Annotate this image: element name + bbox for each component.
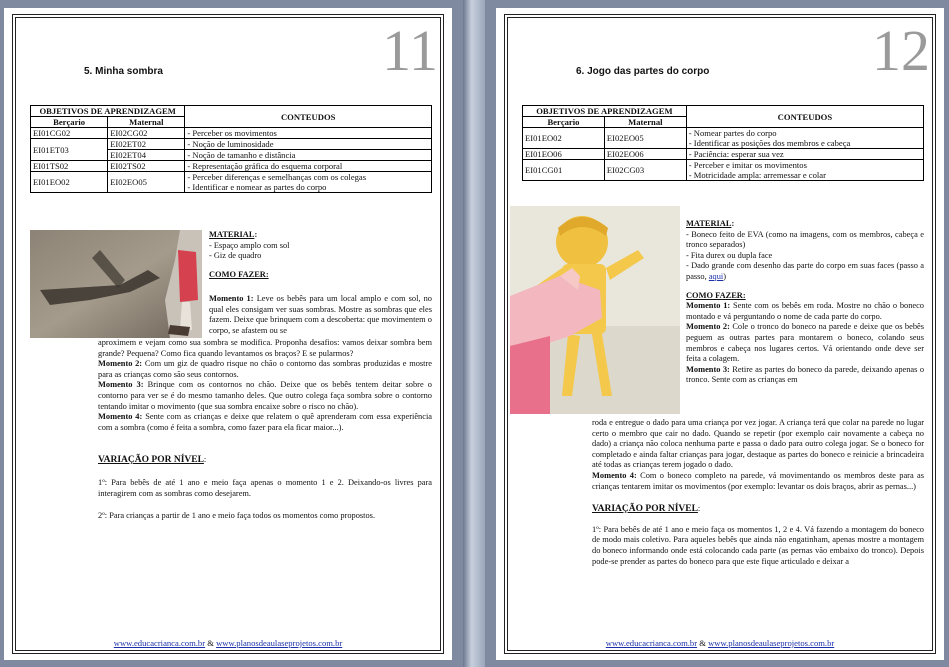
variacao-heading: VARIAÇÃO POR NÍVEL [98, 455, 204, 466]
bercario-code: EI01EO06 [523, 149, 605, 160]
shadow-photo [30, 230, 202, 338]
page-divider [463, 0, 485, 667]
bercario-code: EI01EO02 [523, 128, 605, 149]
content-line: - Perceber diferenças e semelhanças com os colegas [187, 172, 367, 182]
maternal-code: EI02CG03 [604, 160, 686, 181]
contents-header: CONTEUDOS [185, 106, 432, 128]
material-block: MATERIAL: - Boneco feito de EVA (como na imagens, com os membros, cabeça e tronco separados) - Fita durex ou dupla face - Dado grande com desenho das parte do corpo em suas faces (passo a passo, aqui) COMO FAZER: Momento 1: Sente com os bebês em roda. Mostre no chão o boneco montado e vá perguntando o nome de cada parte do corpo. Momento 2: Cole o tronco do boneco na parede e deixe que os bebês peguem as outras partes para montarem o boneco, colando seus membros e cabeça nos lugares certos. Vá orientando onde deve ser feita a colagem. Momento 3: Retire as partes do boneco da parede, deixando apenas o tronco. Sente com as crianças em [686, 219, 925, 385]
objectives-table [30, 105, 432, 193]
content-item [686, 128, 923, 149]
content-item [185, 172, 432, 193]
moment-2-label: Momento 2: [686, 322, 730, 332]
page-number: 12 [872, 18, 930, 83]
moment-3-label: Momento 3: [98, 380, 144, 390]
bercario-code: EI01CG01 [523, 160, 605, 181]
variacao-1: 1º: Para bebês de até 1 ano e meio faça apenas o momento 1 e 2. Deixando-os livres para interagirem com as sombras como desejarem. [98, 477, 432, 498]
puppet-photo [510, 206, 680, 414]
content-item: - Noção de luminosidade [185, 139, 432, 150]
content-item: - Paciência: esperar sua vez [686, 149, 923, 160]
objectives-table [522, 105, 924, 181]
content-line: - Nomear partes do corpo [688, 128, 777, 138]
moment-3-bottom: roda e entregue o dado para uma criança por vez jogar. A criança terá que colar na parede no lugar certo o membro que cair no dado. Quando se repetir (por exemplo cair novamente a cabeça no dado) a criança não coloca nenhuma parte e passa o dado para outro colega jogar. Se o boneco for completado e ainda faltar crianças para jogar, destaque as partes do boneco e reinicie a brincadeira até todas as crianças terem jogado o dado. Momento 4: Com o boneco completo na parede, vá movimentando os membros deste para as crianças tentarem imitar os movimentos (por exemplo: levantar os dois braços, abrir as pernas...) VARIAÇÃO POR NÍVEL: 1º: Para bebês de até 1 ano e meio faça os momentos 1, 2 e 4. Vá fazendo a montagem do boneco de modo mais coletivo. Para aqueles bebês que ainda não engatinham, apenas mostre a montagem do boneco informando onde está colocando cada parte (as pernas vão embaixo do tronco). Depois pode-se prender as partes do boneco para que este fique articulado e deixar a [592, 418, 925, 566]
table-row [31, 139, 432, 150]
como-fazer-heading: COMO FAZER: [209, 269, 269, 279]
content-item: - Perceber os movimentos [185, 128, 432, 139]
moment-1-label: Momento 1: [686, 301, 731, 311]
moment-1-text: Sente com os bebês em roda. Mostre no chão o boneco montado e vá perguntando o nome de cada parte do corpo. [686, 301, 924, 321]
moment-3-label: Momento 3: [686, 364, 730, 374]
moment-4-label: Momento 4: [592, 470, 637, 480]
material-heading: MATERIAL [209, 230, 255, 239]
material-item: - Fita durex ou dupla face [686, 250, 773, 260]
moment-2-text: Cole o tronco do boneco na parede e deixe que os bebês peguem as outras partes para montarem o boneco, colando seus membros e cabeça nos lugares certos. Vá orientando onde deve ser feita a colagem. [686, 322, 924, 364]
content-line: - Identificar e nomear as partes do corpo [187, 182, 327, 192]
content-item: - Representação gráfica do esquema corporal [185, 161, 432, 172]
bercario-code: EI01EO02 [31, 172, 108, 193]
maternal-code: EI02CG02 [108, 128, 185, 139]
table-row [523, 160, 924, 181]
bercario-header: Berçario [523, 117, 605, 128]
table-row [523, 149, 924, 160]
como-fazer-heading: COMO FAZER: [686, 290, 746, 300]
page-number: 11 [382, 18, 438, 83]
bercario-code: EI01TS02 [31, 161, 108, 172]
moment-4-text: Com o boneco completo na parede, vá movimentando os membros deste para as crianças tentarem imitar os movimentos (por exemplo: levantar os dois braços, abrir as pernas...) [592, 470, 925, 491]
table-row [31, 128, 432, 139]
moment-2-label: Momento 2: [98, 359, 143, 369]
table-row [31, 172, 432, 193]
bercario-code: EI01CG02 [31, 128, 108, 139]
section-title: 6. Jogo das partes do corpo [576, 66, 710, 77]
maternal-header: Maternal [108, 117, 185, 128]
footer-separator: & [205, 638, 217, 648]
moment-3-text: Brinque com os contornos no chão. Deixe que os bebês tentem deitar sobre o contorno para ver se é do mesmo tamanho deles. Que outro colega faça sombra sobre o contorno tentando imitar o movimento (que sua sombra encaixe sobre o risco no chão). [98, 380, 432, 411]
moment-1-bottom: aproximem e vejam como sua sombra se modifica. Proponha desafios: vamos deixar sombra bem grande? Pequena? Como fica quando levantamos os braços? E se pularmos? Momento 2: Com um giz de quadro risque no chão o contorno das sombras produzidas e mostre para as crianças como são seus contornos. Momento 3: Brinque com os contornos no chão. Deixe que os bebês tentem deitar sobre o contorno para ver se é do mesmo tamanho deles. Que outro colega faça sombra sobre o contorno tentando imitar o movimento (que sua sombra encaixe sobre o risco no chão). Momento 4: Sente com as crianças e deixe que relatem o quê aprenderam com essa experiência com a sombra (como é feita a sombra, como fazer para ela ficar maior...). VARIAÇÃO POR NÍVEL: 1º: Para bebês de até 1 ano e meio faça apenas o momento 1 e 2. Deixando-os livres para interagirem com as sombras como desejarem. 2º: Para crianças a partir de 1 ano e meio faça todos os momentos como propostos. [98, 338, 433, 521]
footer-link-planos[interactable]: www.planosdeaulaseprojetos.com.br [708, 638, 835, 648]
moment-1-text-part-a: Leve os bebês para um local amplo e com sol, no qual eles consigam ver suas sombras. Mostre as sombras que eles fazem. Deixe que brinquem com a descoberta: que movimentem o corpo, se afastem ou se [209, 294, 432, 335]
maternal-code: EI02TS02 [108, 161, 185, 172]
maternal-code: EI02EO05 [604, 128, 686, 149]
material-item-close: ) [723, 271, 727, 281]
moment-1-text-part-b: aproximem e vejam como sua sombra se modifica. Proponha desafios: vamos deixar sombra bem grande? Pequena? Como fica quando levantamos os braços? E se pularmos? [98, 338, 432, 358]
moment-1-top [209, 294, 432, 336]
material-heading: MATERIAL [686, 219, 732, 228]
bercario-code: EI01ET03 [31, 139, 108, 161]
content-line: - Identificar as posições dos membros e cabeça [688, 138, 851, 148]
moment-1-label: Momento 1: [209, 294, 254, 303]
footer-separator: & [697, 638, 709, 648]
objectives-header: OBJETIVOS DE APRENDIZAGEM [523, 106, 687, 117]
content-item [686, 160, 923, 181]
page-footer [496, 638, 944, 648]
variacao-2: 2º: Para crianças a partir de 1 ano e meio faça todos os momentos como propostos. [98, 511, 376, 521]
footer-link-educacrianca[interactable]: www.educacrianca.com.br [605, 638, 698, 648]
maternal-code: EI02ET04 [108, 150, 185, 161]
page-footer [4, 638, 452, 648]
moment-4-label: Momento 4: [98, 412, 143, 422]
moment-3-text-part-b: roda e entregue o dado para uma criança por vez jogar. A criança terá que colar na parede no lugar certo o membro que cair no dado. Quando se repetir (por exemplo cair novamente a cabeça no dado) a criança não coloca nenhuma parte e passa o dado para outro colega jogar. Se o boneco for completado e ainda faltar crianças para jogar, destaque as partes do boneco e reinicie a brincadeira até todas as crianças terem jogado o dado. [592, 418, 924, 470]
maternal-code: EI02EO05 [108, 172, 185, 193]
contents-header: CONTEUDOS [686, 106, 923, 128]
section-title: 5. Minha sombra [84, 66, 163, 77]
maternal-code: EI02ET02 [108, 139, 185, 150]
table-row [523, 128, 924, 149]
material-item: - Dado grande com desenho das parte do corpo em suas faces (passo a passo, [686, 261, 924, 281]
footer-link-planos[interactable]: www.planosdeaulaseprojetos.com.br [216, 638, 343, 648]
content-line: - Perceber e imitar os movimentos [688, 160, 807, 170]
shadow-photo-image [30, 230, 202, 338]
footer-link-educacrianca[interactable]: www.educacrianca.com.br [113, 638, 206, 648]
table-row [31, 161, 432, 172]
material-item: - Espaço amplo com sol [209, 240, 290, 250]
page-11 [4, 8, 452, 660]
variacao-1: 1º: Para bebês de até 1 ano e meio faça os momentos 1, 2 e 4. Vá fazendo a montagem do boneco de modo mais coletivo. Para aqueles bebês que ainda não engatinham, apenas mostre a montagem do boneco informando onde está colocando cada parte (as pernas vão embaixo do tronco). Depois pode-se prender as partes do boneco para que este fique articulado e deixar a [592, 524, 924, 566]
moment-2-text: Com um giz de quadro risque no chão o contorno das sombras produzidas e mostre para as crianças como são seus contornos. [98, 359, 433, 379]
content-line: - Motricidade ampla: arremessar e colar [688, 170, 826, 180]
maternal-header: Maternal [604, 117, 686, 128]
content-item: - Noção de tamanho e distância [185, 150, 432, 161]
variacao-heading: VARIAÇÃO POR NÍVEL [592, 504, 698, 515]
maternal-code: EI02EO06 [604, 149, 686, 160]
puppet-photo-image [510, 206, 680, 414]
step-by-step-link[interactable]: aqui [708, 271, 724, 281]
material-block: MATERIAL: - Espaço amplo com sol - Giz de quadro COMO FAZER: [209, 230, 432, 280]
bercario-header: Berçario [31, 117, 108, 128]
material-item: - Boneco feito de EVA (como na imagens, com os membros, cabeça e tronco separados) [686, 229, 924, 250]
moment-3-text-part-a: Retire as partes do boneco da parede, deixando apenas o tronco. Sente com as crianças em [686, 364, 925, 385]
objectives-header: OBJETIVOS DE APRENDIZAGEM [31, 106, 185, 117]
material-item: - Giz de quadro [209, 251, 262, 261]
moment-4-text: Sente com as crianças e deixe que relatem o quê aprenderam com essa experiência com a sombra (como é feita a sombra, como fazer para ela ficar maior...). [98, 412, 432, 432]
page-12 [496, 8, 944, 660]
